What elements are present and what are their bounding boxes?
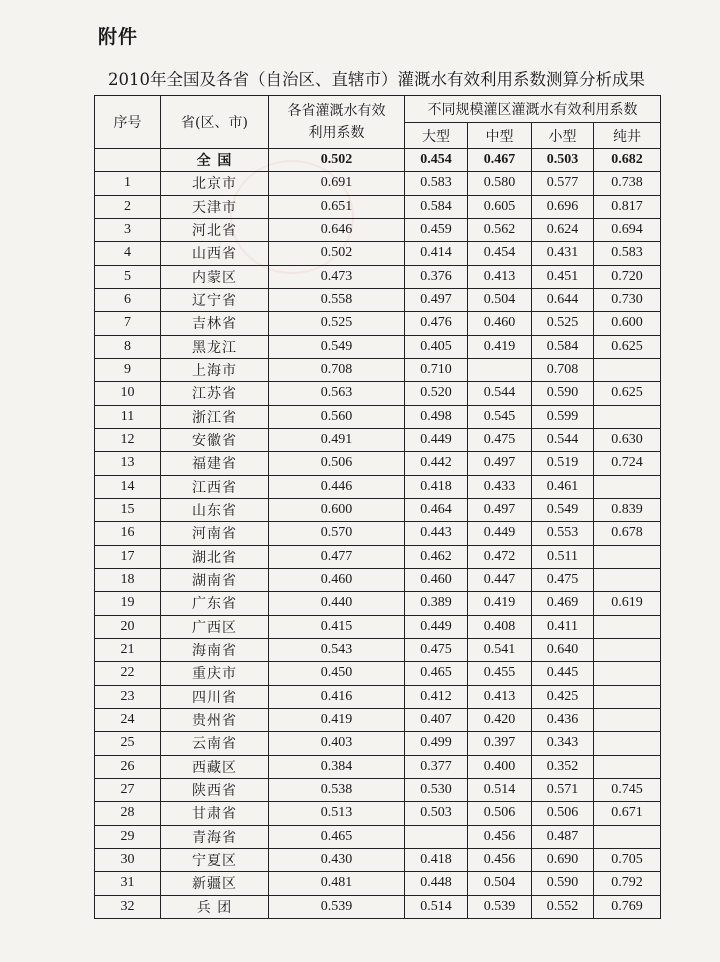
row-seq: 18	[95, 568, 161, 591]
row-large: 0.405	[405, 335, 468, 358]
row-overall: 0.477	[269, 545, 405, 568]
row-overall: 0.708	[269, 358, 405, 381]
row-medium: 0.433	[468, 475, 532, 498]
row-seq: 4	[95, 242, 161, 265]
row-province: 云南省	[161, 732, 269, 755]
row-large	[405, 825, 468, 848]
row-province: 安徽省	[161, 428, 269, 451]
row-province: 湖南省	[161, 568, 269, 591]
row-overall: 0.646	[269, 218, 405, 241]
header-overall-line2: 利用系数	[308, 125, 365, 141]
row-overall: 0.415	[269, 615, 405, 638]
row-small: 0.624	[532, 218, 594, 241]
row-overall: 0.563	[269, 382, 405, 405]
row-medium: 0.397	[468, 732, 532, 755]
row-well: 0.705	[594, 848, 661, 871]
row-province: 内蒙区	[161, 265, 269, 288]
row-large: 0.460	[405, 568, 468, 591]
total-medium: 0.467	[468, 149, 532, 172]
row-province: 贵州省	[161, 708, 269, 731]
row-overall: 0.538	[269, 778, 405, 801]
row-medium: 0.472	[468, 545, 532, 568]
row-large: 0.464	[405, 498, 468, 521]
table-row	[95, 522, 661, 545]
row-medium: 0.400	[468, 755, 532, 778]
row-seq: 12	[95, 428, 161, 451]
row-seq: 3	[95, 218, 161, 241]
row-small: 0.506	[532, 802, 594, 825]
row-overall: 0.600	[269, 498, 405, 521]
row-medium: 0.545	[468, 405, 532, 428]
table-row	[95, 218, 661, 241]
table-row	[95, 755, 661, 778]
row-medium: 0.562	[468, 218, 532, 241]
row-province: 湖北省	[161, 545, 269, 568]
row-medium: 0.449	[468, 522, 532, 545]
row-small: 0.469	[532, 592, 594, 615]
row-medium: 0.541	[468, 638, 532, 661]
row-medium: 0.455	[468, 662, 532, 685]
row-seq: 24	[95, 708, 161, 731]
table-row	[95, 895, 661, 918]
row-medium: 0.456	[468, 848, 532, 871]
table-row	[95, 428, 661, 451]
row-seq: 19	[95, 592, 161, 615]
row-well: 0.671	[594, 802, 661, 825]
row-overall: 0.465	[269, 825, 405, 848]
row-well: 0.625	[594, 382, 661, 405]
row-large: 0.459	[405, 218, 468, 241]
header-row-1	[95, 96, 661, 123]
table-row	[95, 452, 661, 475]
row-well: 0.724	[594, 452, 661, 475]
row-small: 0.519	[532, 452, 594, 475]
row-well	[594, 638, 661, 661]
table-row	[95, 358, 661, 381]
row-seq: 5	[95, 265, 161, 288]
row-seq: 17	[95, 545, 161, 568]
row-medium: 0.504	[468, 288, 532, 311]
row-overall: 0.430	[269, 848, 405, 871]
row-overall: 0.539	[269, 895, 405, 918]
table-row	[95, 778, 661, 801]
header-medium: 中型	[468, 123, 532, 149]
row-province: 江苏省	[161, 382, 269, 405]
row-seq: 1	[95, 172, 161, 195]
row-small: 0.644	[532, 288, 594, 311]
row-province: 吉林省	[161, 312, 269, 335]
row-well	[594, 755, 661, 778]
row-small: 0.690	[532, 848, 594, 871]
total-large: 0.454	[405, 149, 468, 172]
row-well	[594, 708, 661, 731]
row-medium: 0.497	[468, 452, 532, 475]
row-well: 0.600	[594, 312, 661, 335]
row-province: 宁夏区	[161, 848, 269, 871]
row-seq: 13	[95, 452, 161, 475]
row-medium: 0.514	[468, 778, 532, 801]
row-small: 0.549	[532, 498, 594, 521]
row-seq: 8	[95, 335, 161, 358]
table-row	[95, 172, 661, 195]
row-province: 广西区	[161, 615, 269, 638]
row-overall: 0.440	[269, 592, 405, 615]
row-large: 0.376	[405, 265, 468, 288]
row-overall: 0.403	[269, 732, 405, 755]
row-overall: 0.491	[269, 428, 405, 451]
row-province: 新疆区	[161, 872, 269, 895]
row-medium: 0.447	[468, 568, 532, 591]
row-well: 0.678	[594, 522, 661, 545]
header-overall	[269, 96, 405, 149]
row-province: 上海市	[161, 358, 269, 381]
row-well: 0.730	[594, 288, 661, 311]
row-medium: 0.504	[468, 872, 532, 895]
row-province: 兵 团	[161, 895, 269, 918]
row-medium: 0.580	[468, 172, 532, 195]
total-name: 全 国	[161, 149, 269, 172]
row-seq: 20	[95, 615, 161, 638]
row-large: 0.443	[405, 522, 468, 545]
row-well	[594, 405, 661, 428]
row-small: 0.590	[532, 382, 594, 405]
row-large: 0.497	[405, 288, 468, 311]
row-overall: 0.558	[269, 288, 405, 311]
row-large: 0.442	[405, 452, 468, 475]
row-small: 0.411	[532, 615, 594, 638]
row-overall: 0.691	[269, 172, 405, 195]
row-province: 山东省	[161, 498, 269, 521]
row-overall: 0.419	[269, 708, 405, 731]
row-medium: 0.475	[468, 428, 532, 451]
row-small: 0.571	[532, 778, 594, 801]
table-row	[95, 568, 661, 591]
table-row	[95, 848, 661, 871]
row-well: 0.769	[594, 895, 661, 918]
row-province: 辽宁省	[161, 288, 269, 311]
row-overall: 0.560	[269, 405, 405, 428]
row-medium: 0.408	[468, 615, 532, 638]
row-large: 0.498	[405, 405, 468, 428]
row-seq: 10	[95, 382, 161, 405]
row-well: 0.694	[594, 218, 661, 241]
row-small: 0.352	[532, 755, 594, 778]
row-seq: 15	[95, 498, 161, 521]
table-row	[95, 825, 661, 848]
table-row	[95, 265, 661, 288]
row-seq: 14	[95, 475, 161, 498]
header-large: 大型	[405, 123, 468, 149]
row-well: 0.738	[594, 172, 661, 195]
row-large: 0.520	[405, 382, 468, 405]
row-small: 0.436	[532, 708, 594, 731]
row-large: 0.407	[405, 708, 468, 731]
row-overall: 0.481	[269, 872, 405, 895]
row-overall: 0.446	[269, 475, 405, 498]
row-seq: 23	[95, 685, 161, 708]
row-medium: 0.544	[468, 382, 532, 405]
header-small: 小型	[532, 123, 594, 149]
row-province: 青海省	[161, 825, 269, 848]
row-large: 0.418	[405, 848, 468, 871]
header-overall-line1: 各省灌溉水有效	[287, 103, 386, 119]
table-row	[95, 475, 661, 498]
total-small: 0.503	[532, 149, 594, 172]
table-row	[95, 405, 661, 428]
row-small: 0.461	[532, 475, 594, 498]
row-seq: 9	[95, 358, 161, 381]
row-small: 0.577	[532, 172, 594, 195]
total-row	[95, 149, 661, 172]
row-well: 0.619	[594, 592, 661, 615]
row-small: 0.431	[532, 242, 594, 265]
row-large: 0.414	[405, 242, 468, 265]
table-row	[95, 708, 661, 731]
table-row	[95, 685, 661, 708]
row-well: 0.630	[594, 428, 661, 451]
row-well	[594, 685, 661, 708]
table-row	[95, 288, 661, 311]
row-seq: 31	[95, 872, 161, 895]
table-row	[95, 638, 661, 661]
row-medium: 0.413	[468, 265, 532, 288]
row-small: 0.590	[532, 872, 594, 895]
table-row	[95, 662, 661, 685]
row-province: 重庆市	[161, 662, 269, 685]
row-large: 0.710	[405, 358, 468, 381]
header-well: 纯井	[594, 123, 661, 149]
row-overall: 0.460	[269, 568, 405, 591]
row-province: 山西省	[161, 242, 269, 265]
row-seq: 28	[95, 802, 161, 825]
table-row	[95, 382, 661, 405]
table-row	[95, 592, 661, 615]
row-seq: 7	[95, 312, 161, 335]
row-large: 0.449	[405, 428, 468, 451]
row-seq: 26	[95, 755, 161, 778]
row-medium: 0.420	[468, 708, 532, 731]
row-seq: 2	[95, 195, 161, 218]
header-scale-group: 不同规模灌区灌溉水有效利用系数	[405, 96, 661, 123]
row-small: 0.425	[532, 685, 594, 708]
row-seq: 6	[95, 288, 161, 311]
row-overall: 0.506	[269, 452, 405, 475]
row-large: 0.584	[405, 195, 468, 218]
row-overall: 0.450	[269, 662, 405, 685]
row-large: 0.499	[405, 732, 468, 755]
row-well	[594, 615, 661, 638]
row-province: 河南省	[161, 522, 269, 545]
table-row	[95, 498, 661, 521]
row-small: 0.445	[532, 662, 594, 685]
row-seq: 30	[95, 848, 161, 871]
table-row	[95, 872, 661, 895]
row-overall: 0.525	[269, 312, 405, 335]
row-well	[594, 545, 661, 568]
table-row	[95, 802, 661, 825]
row-large: 0.449	[405, 615, 468, 638]
row-seq: 29	[95, 825, 161, 848]
row-large: 0.462	[405, 545, 468, 568]
row-province: 浙江省	[161, 405, 269, 428]
row-medium: 0.497	[468, 498, 532, 521]
row-well	[594, 732, 661, 755]
document-title: 2010年全国及各省（自治区、直辖市）灌溉水有效利用系数测算分析成果	[108, 70, 645, 89]
total-well: 0.682	[594, 149, 661, 172]
row-province: 西藏区	[161, 755, 269, 778]
row-small: 0.552	[532, 895, 594, 918]
row-seq: 25	[95, 732, 161, 755]
row-well: 0.583	[594, 242, 661, 265]
row-small: 0.525	[532, 312, 594, 335]
row-province: 陕西省	[161, 778, 269, 801]
row-province: 海南省	[161, 638, 269, 661]
row-large: 0.503	[405, 802, 468, 825]
row-well: 0.839	[594, 498, 661, 521]
row-seq: 22	[95, 662, 161, 685]
row-province: 北京市	[161, 172, 269, 195]
row-small: 0.584	[532, 335, 594, 358]
row-small: 0.343	[532, 732, 594, 755]
row-well	[594, 475, 661, 498]
row-province: 广东省	[161, 592, 269, 615]
row-well	[594, 662, 661, 685]
table-row	[95, 615, 661, 638]
row-small: 0.475	[532, 568, 594, 591]
row-medium: 0.605	[468, 195, 532, 218]
row-medium: 0.419	[468, 335, 532, 358]
row-large: 0.475	[405, 638, 468, 661]
header-seq: 序号	[95, 96, 161, 149]
row-large: 0.412	[405, 685, 468, 708]
table-row	[95, 545, 661, 568]
attachment-label: 附件	[98, 26, 139, 48]
row-medium: 0.456	[468, 825, 532, 848]
row-large: 0.448	[405, 872, 468, 895]
row-small: 0.487	[532, 825, 594, 848]
row-well: 0.720	[594, 265, 661, 288]
table-row	[95, 732, 661, 755]
row-small: 0.553	[532, 522, 594, 545]
row-medium: 0.539	[468, 895, 532, 918]
row-well: 0.817	[594, 195, 661, 218]
row-overall: 0.416	[269, 685, 405, 708]
row-overall: 0.549	[269, 335, 405, 358]
row-province: 四川省	[161, 685, 269, 708]
row-well: 0.745	[594, 778, 661, 801]
table-row	[95, 242, 661, 265]
row-province: 河北省	[161, 218, 269, 241]
row-large: 0.389	[405, 592, 468, 615]
row-province: 江西省	[161, 475, 269, 498]
row-small: 0.451	[532, 265, 594, 288]
row-province: 天津市	[161, 195, 269, 218]
row-overall: 0.502	[269, 242, 405, 265]
row-small: 0.599	[532, 405, 594, 428]
row-overall: 0.473	[269, 265, 405, 288]
row-large: 0.465	[405, 662, 468, 685]
row-overall: 0.651	[269, 195, 405, 218]
row-province: 黑龙江	[161, 335, 269, 358]
row-seq: 11	[95, 405, 161, 428]
row-well	[594, 358, 661, 381]
row-well	[594, 825, 661, 848]
row-province: 甘肃省	[161, 802, 269, 825]
total-overall: 0.502	[269, 149, 405, 172]
row-overall: 0.570	[269, 522, 405, 545]
row-well: 0.625	[594, 335, 661, 358]
total-seq	[95, 149, 161, 172]
row-overall: 0.513	[269, 802, 405, 825]
row-seq: 21	[95, 638, 161, 661]
row-province: 福建省	[161, 452, 269, 475]
header-province: 省(区、市)	[161, 96, 269, 149]
row-medium: 0.506	[468, 802, 532, 825]
row-well: 0.792	[594, 872, 661, 895]
row-medium: 0.413	[468, 685, 532, 708]
row-small: 0.511	[532, 545, 594, 568]
row-medium: 0.419	[468, 592, 532, 615]
row-small: 0.696	[532, 195, 594, 218]
row-seq: 27	[95, 778, 161, 801]
row-large: 0.377	[405, 755, 468, 778]
row-seq: 16	[95, 522, 161, 545]
table-row	[95, 312, 661, 335]
row-medium	[468, 358, 532, 381]
row-seq: 32	[95, 895, 161, 918]
row-large: 0.476	[405, 312, 468, 335]
table-row	[95, 195, 661, 218]
row-well	[594, 568, 661, 591]
row-small: 0.544	[532, 428, 594, 451]
row-overall: 0.384	[269, 755, 405, 778]
row-large: 0.514	[405, 895, 468, 918]
row-large: 0.530	[405, 778, 468, 801]
row-medium: 0.460	[468, 312, 532, 335]
row-large: 0.583	[405, 172, 468, 195]
row-large: 0.418	[405, 475, 468, 498]
row-small: 0.708	[532, 358, 594, 381]
coefficient-table	[94, 95, 661, 919]
row-medium: 0.454	[468, 242, 532, 265]
row-overall: 0.543	[269, 638, 405, 661]
table-row	[95, 335, 661, 358]
row-small: 0.640	[532, 638, 594, 661]
